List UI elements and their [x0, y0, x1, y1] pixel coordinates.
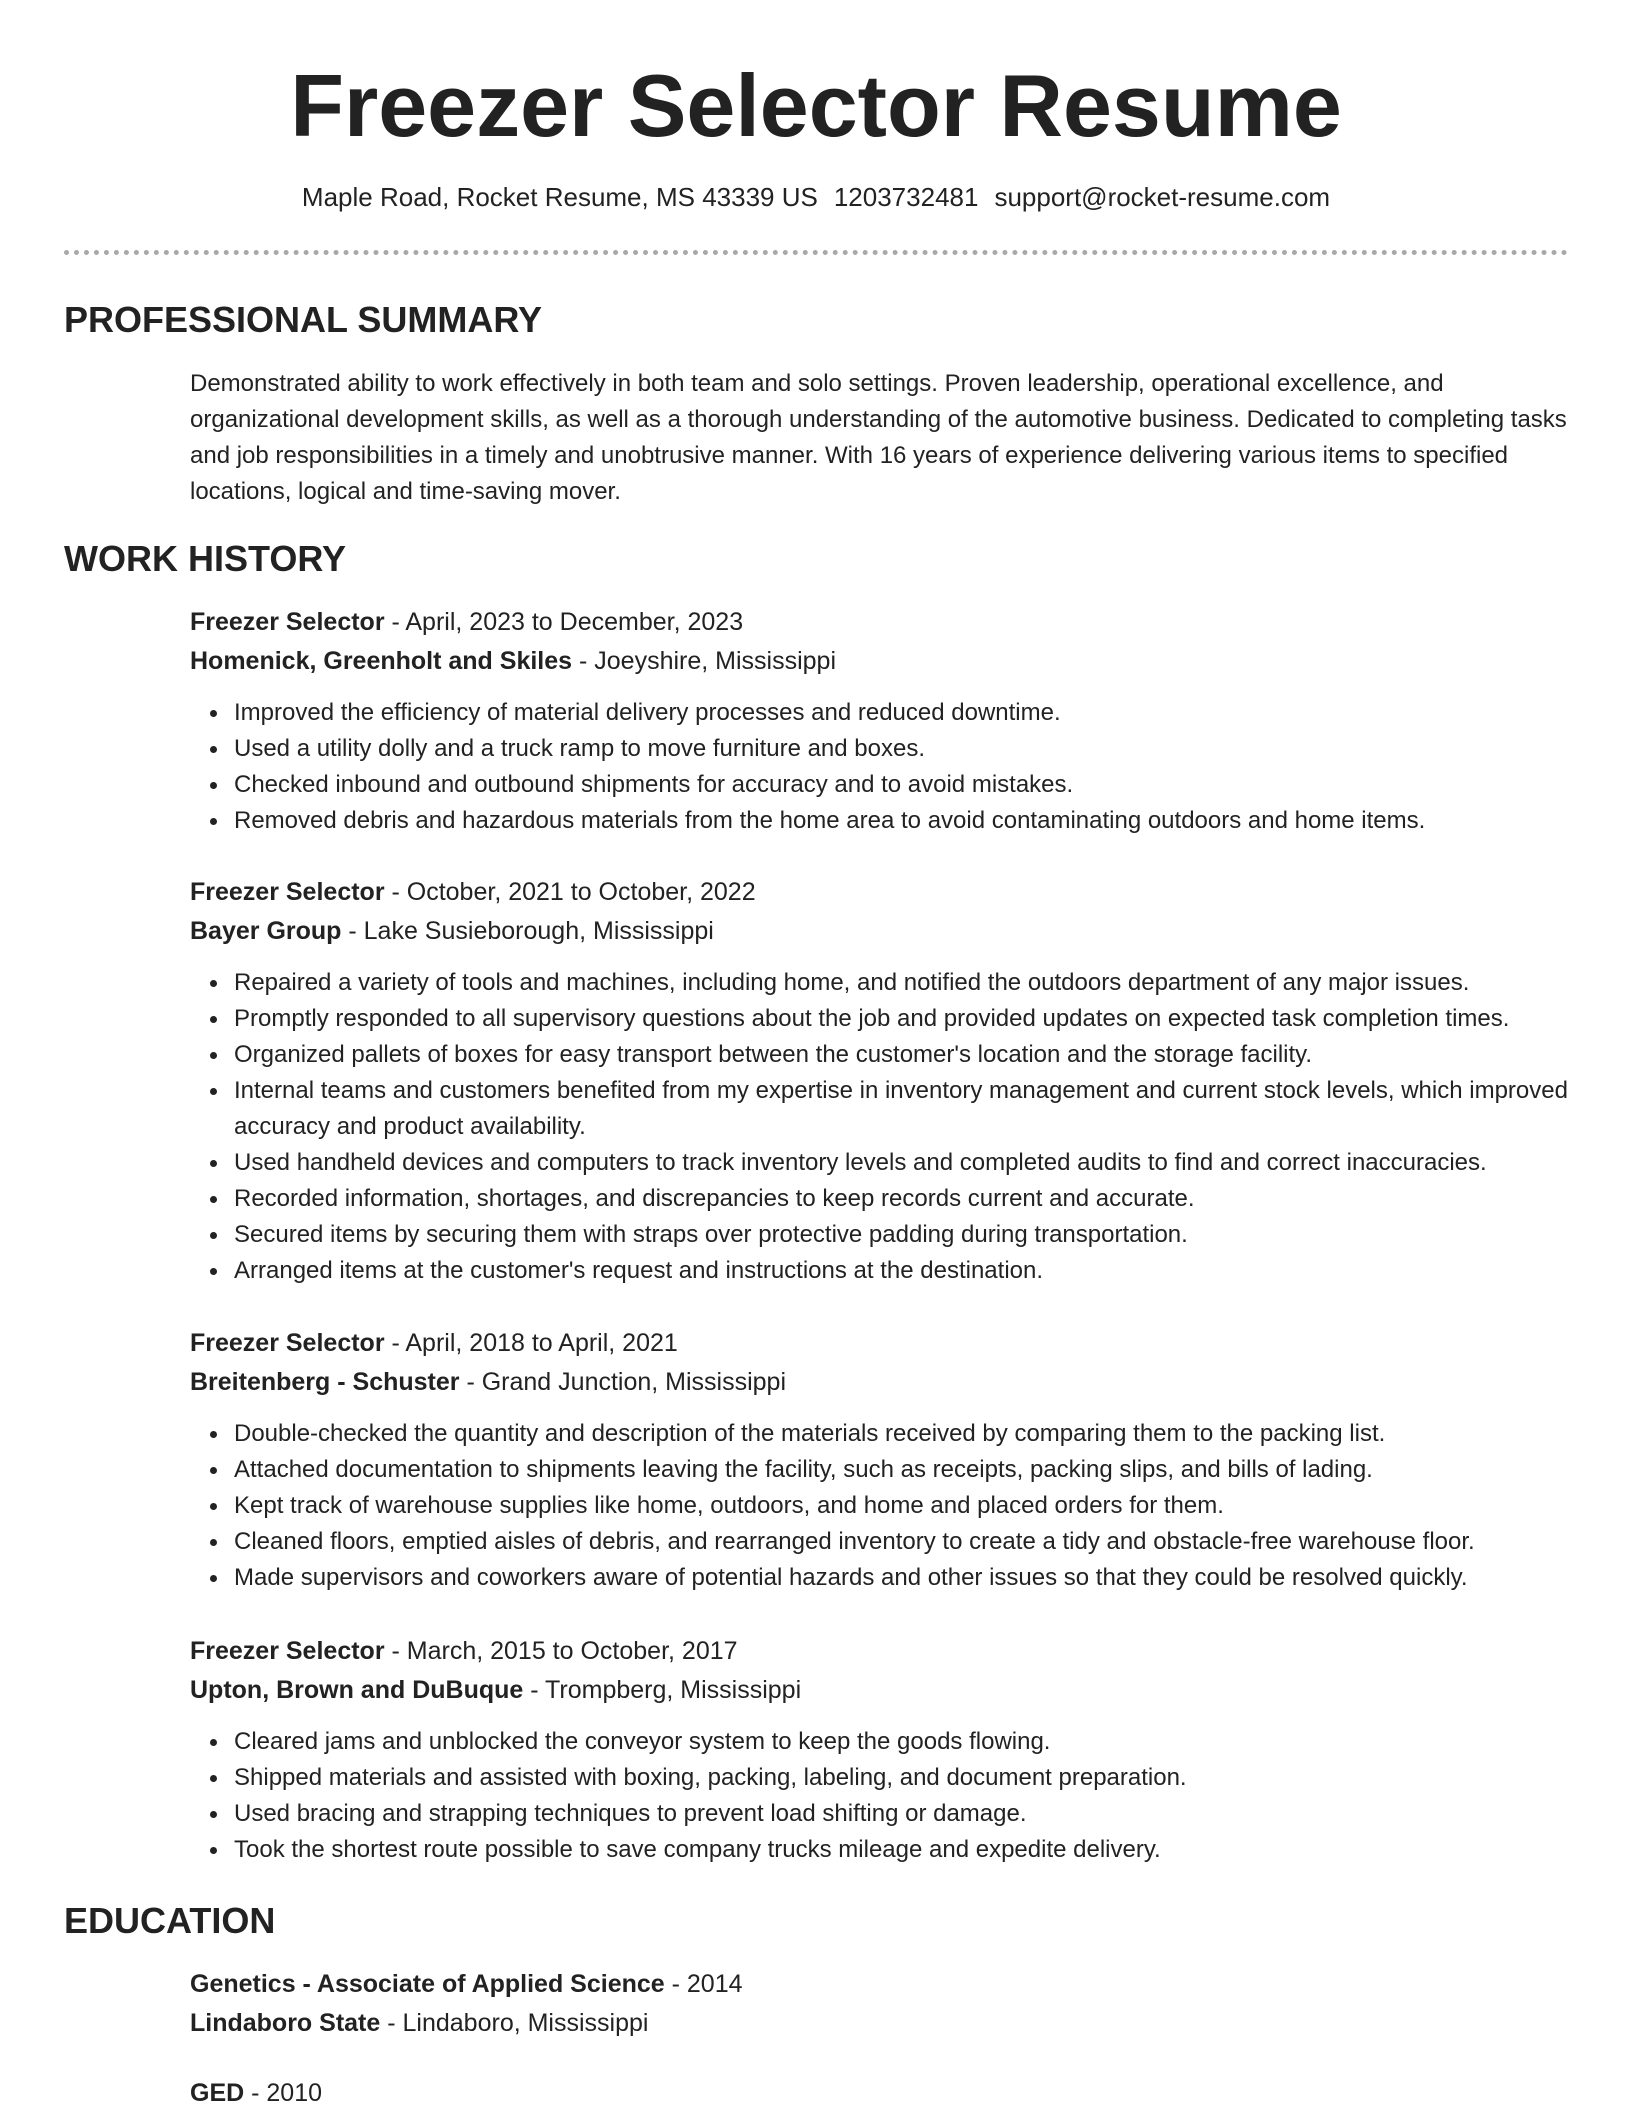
- job-company-line: [190, 912, 1580, 951]
- job-company: Bayer Group: [190, 917, 342, 945]
- job-company-line: [190, 1671, 1580, 1710]
- job-dates: - April, 2018 to April, 2021: [384, 1329, 678, 1357]
- job-entry: [190, 1632, 1580, 1868]
- job-dates: - March, 2015 to October, 2017: [384, 1637, 738, 1665]
- job-position: Freezer Selector: [190, 1637, 385, 1665]
- job-location: - Lake Susieborough, Mississippi: [341, 917, 714, 945]
- job-title-line: [190, 1324, 1580, 1363]
- job-bullet: Improved the efficiency of material delivery processes and reduced downtime.: [234, 695, 1580, 731]
- summary-text: Demonstrated ability to work effectively in both team and solo settings. Proven leadership, operational excellence, and organizational development skills, as well as a thorough understanding of the automotive business. Dedicated to completing tasks and job responsibilities in a timely and unobtrusive manner. With 16 years of experience delivering various items to specified locations, logical and time-saving mover.: [190, 370, 1567, 505]
- job-company: Upton, Brown and DuBuque: [190, 1676, 524, 1704]
- job-bullets: [190, 1724, 1580, 1868]
- job-title-line: [190, 603, 1580, 642]
- contact-phone: 1203732481: [833, 182, 979, 212]
- education-entry: [190, 2074, 1580, 2113]
- contact-line: [0, 180, 1632, 214]
- job-company: Breitenberg - Schuster: [190, 1368, 460, 1396]
- contact-email: support@rocket-resume.com: [994, 182, 1331, 212]
- job-bullets: [190, 965, 1580, 1289]
- job-position: Freezer Selector: [190, 878, 385, 906]
- job-bullet: Checked inbound and outbound shipments for accuracy and to avoid mistakes.: [234, 767, 1580, 803]
- job-bullet: Took the shortest route possible to save company trucks mileage and expedite delivery.: [234, 1832, 1580, 1868]
- header-divider: [64, 250, 1568, 255]
- job-bullet: Double-checked the quantity and description of the materials received by comparing them to the packing list.: [234, 1416, 1580, 1452]
- job-title-line: [190, 873, 1580, 912]
- job-company-line: [190, 642, 1580, 681]
- job-entry: [190, 603, 1580, 839]
- job-location: - Trompberg, Mississippi: [523, 1676, 802, 1704]
- job-position: Freezer Selector: [190, 1329, 385, 1357]
- education-location: - Lindaboro, Mississippi: [380, 2009, 649, 2037]
- job-dates: - April, 2023 to December, 2023: [384, 608, 744, 636]
- section-title-summary: PROFESSIONAL SUMMARY: [64, 299, 543, 340]
- resume-title: Freezer Selector Resume: [290, 56, 1342, 155]
- job-bullet: Shipped materials and assisted with boxing, packing, labeling, and document preparation.: [234, 1760, 1580, 1796]
- job-bullet: Made supervisors and coworkers aware of potential hazards and other issues so that they could be resolved quickly.: [234, 1560, 1580, 1596]
- job-bullet: Cleared jams and unblocked the conveyor system to keep the goods flowing.: [234, 1724, 1580, 1760]
- job-bullet: Cleaned floors, emptied aisles of debris, and rearranged inventory to create a tidy and obstacle-free warehouse floor.: [234, 1524, 1580, 1560]
- job-bullet: Used handheld devices and computers to track inventory levels and completed audits to find and correct inaccuracies.: [234, 1145, 1580, 1181]
- job-bullet: Removed debris and hazardous materials from the home area to avoid contaminating outdoors and home items.: [234, 803, 1580, 839]
- education-school: Lindaboro State: [190, 2009, 381, 2037]
- job-bullet: Internal teams and customers benefited from my expertise in inventory management and current stock levels, which improved accuracy and product availability.: [234, 1073, 1580, 1145]
- job-bullets: [190, 695, 1580, 839]
- education-entry: [190, 1965, 1580, 2043]
- education-degree: Genetics - Associate of Applied Science: [190, 1970, 665, 1998]
- job-bullet: Used bracing and strapping techniques to prevent load shifting or damage.: [234, 1796, 1580, 1832]
- education-degree: GED: [190, 2079, 245, 2107]
- contact-address: Maple Road, Rocket Resume, MS 43339 US: [301, 182, 818, 212]
- job-bullet: Repaired a variety of tools and machines, including home, and notified the outdoors department of any major issues.: [234, 965, 1580, 1001]
- job-location: - Joeyshire, Mississippi: [572, 647, 837, 675]
- education-year: - 2014: [664, 1970, 743, 1998]
- job-location: - Grand Junction, Mississippi: [459, 1368, 787, 1396]
- job-title-line: [190, 1632, 1580, 1671]
- job-bullet: Recorded information, shortages, and discrepancies to keep records current and accurate.: [234, 1181, 1580, 1217]
- job-bullet: Used a utility dolly and a truck ramp to move furniture and boxes.: [234, 731, 1580, 767]
- education-degree-line: [190, 2074, 1580, 2113]
- job-position: Freezer Selector: [190, 608, 385, 636]
- job-bullets: [190, 1416, 1580, 1596]
- job-bullet: Kept track of warehouse supplies like home, outdoors, and home and placed orders for them.: [234, 1488, 1580, 1524]
- job-company-line: [190, 1363, 1580, 1402]
- job-bullet: Secured items by securing them with straps over protective padding during transportation.: [234, 1217, 1580, 1253]
- education-school-line: [190, 2004, 1580, 2043]
- job-company: Homenick, Greenholt and Skiles: [190, 647, 573, 675]
- job-bullet: Organized pallets of boxes for easy transport between the customer's location and the storage facility.: [234, 1037, 1580, 1073]
- education-degree-line: [190, 1965, 1580, 2004]
- job-bullet: Attached documentation to shipments leaving the facility, such as receipts, packing slips, and bills of lading.: [234, 1452, 1580, 1488]
- job-entry: [190, 1324, 1580, 1596]
- job-dates: - October, 2021 to October, 2022: [384, 878, 756, 906]
- job-bullet: Promptly responded to all supervisory questions about the job and provided updates on expected task completion times.: [234, 1001, 1580, 1037]
- job-bullet: Arranged items at the customer's request and instructions at the destination.: [234, 1253, 1580, 1289]
- section-title-education: EDUCATION: [64, 1900, 276, 1941]
- section-title-work-history: WORK HISTORY: [64, 538, 347, 579]
- education-year: - 2010: [244, 2079, 323, 2107]
- job-entry: [190, 873, 1580, 1289]
